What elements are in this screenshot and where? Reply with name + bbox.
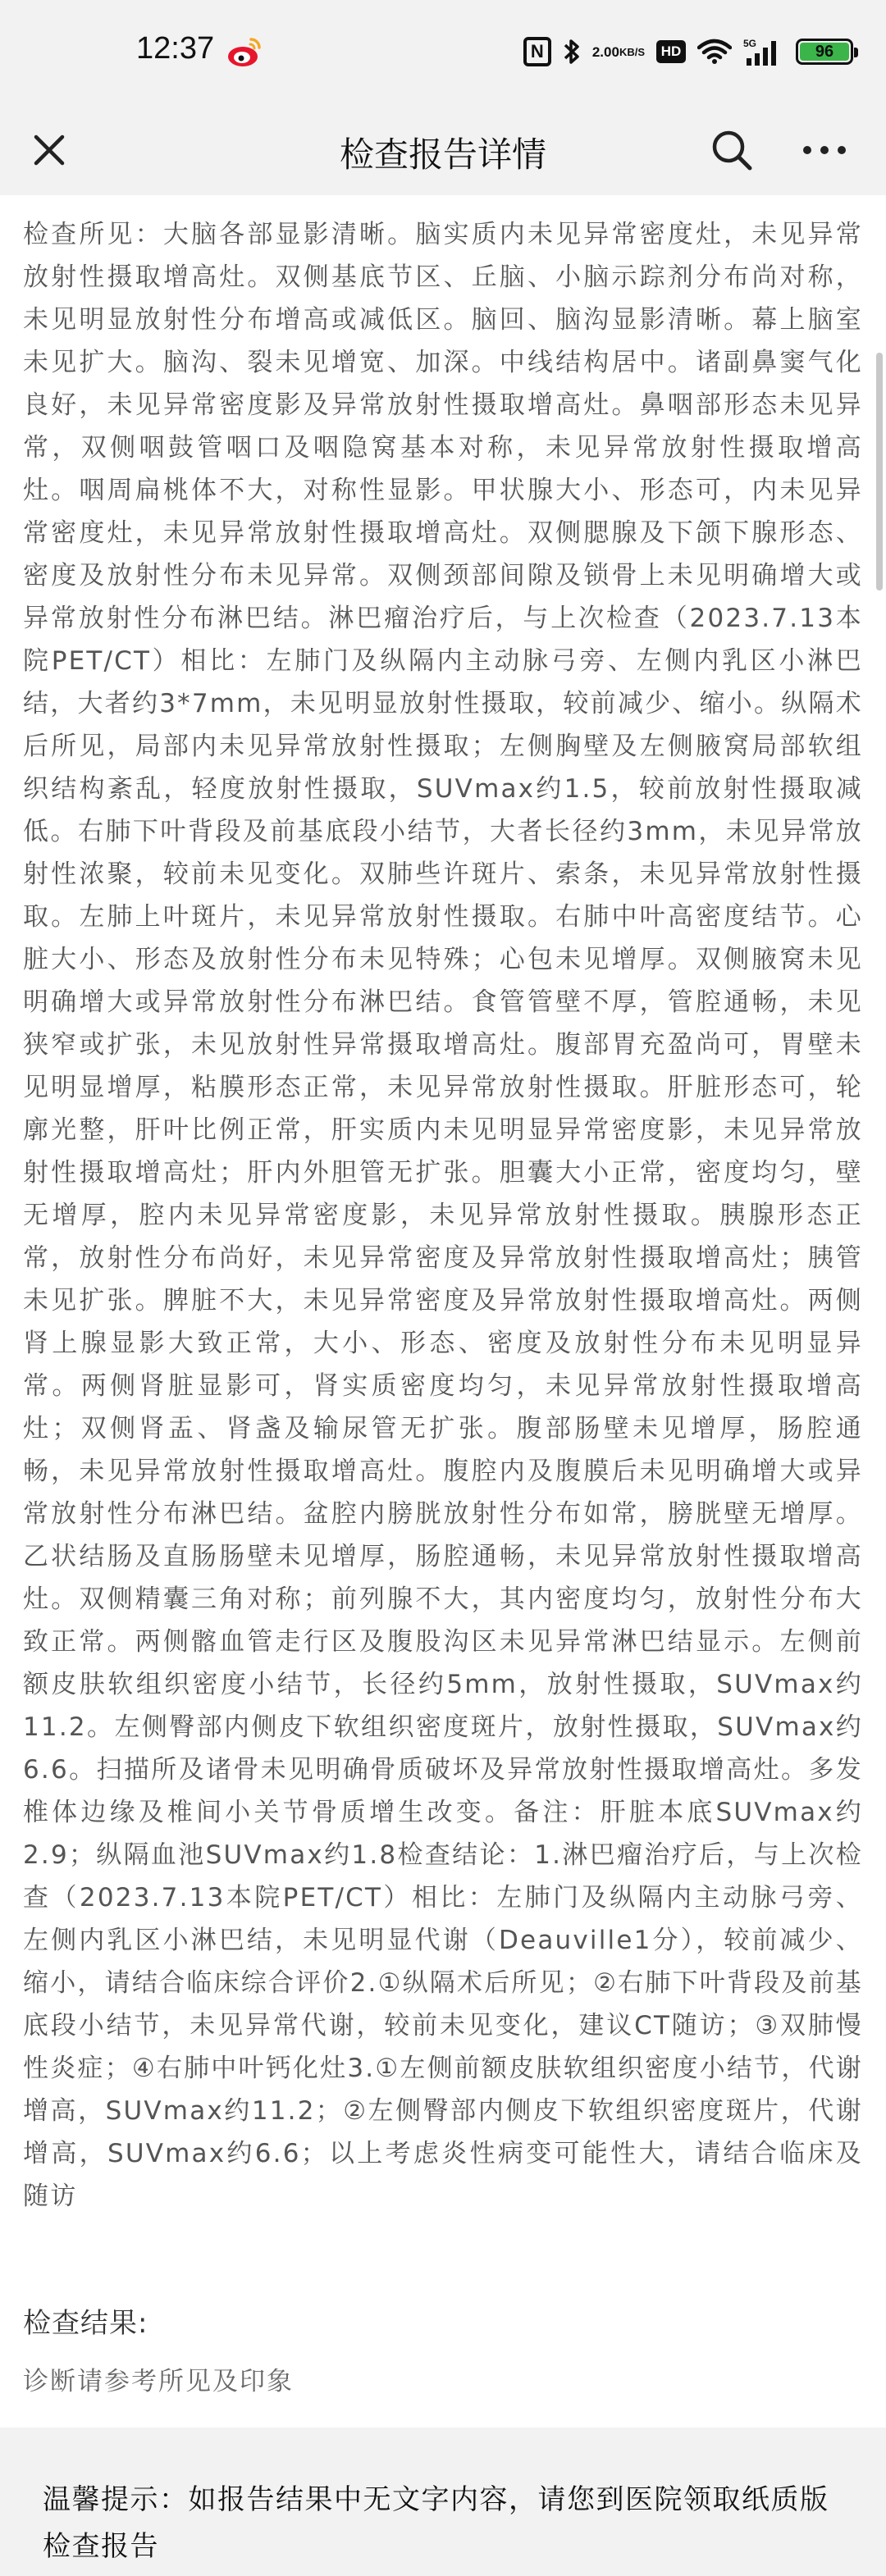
page-title: 检查报告详情: [339, 134, 546, 175]
result-heading: 检查结果:: [23, 2307, 148, 2340]
search-icon[interactable]: [707, 125, 756, 175]
bluetooth-icon: [563, 37, 581, 66]
result-text: 诊断请参考所见及印象: [23, 2367, 294, 2396]
status-time: 12:37: [136, 31, 215, 66]
net-speed-unit: KB/S: [619, 45, 645, 58]
svg-text:5G: 5G: [743, 38, 757, 49]
weibo-icon: [226, 36, 263, 69]
hd-icon: HD: [656, 40, 686, 63]
report-content[interactable]: [0, 164, 886, 2428]
net-speed: [592, 45, 645, 59]
findings-text: 检查所见：大脑各部显影清晰。脑实质内未见异常密度灶，未见异常放射性摄取增高灶。双侧基底节区、丘脑、小脑示踪剂分布尚对称，未见明显放射性分布增高或减低区。脑回、脑沟显影清晰。幕上脑室未见扩大。脑沟、裂未见增宽、加深。中线结构居中。诸副鼻窦气化良好，未见异常密度影及异常放射性摄取增高灶。鼻咽部形态未见异常，双侧咽鼓管咽口及咽隐窝基本对称，未见异常放射性摄取增高灶。咽周扁桃体不大，对称性显影。甲状腺大小、形态可，内未见异常密度灶，未见异常放射性摄取增高灶。双侧腮腺及下颌下腺形态、密度及放射性分布未见异常。双侧颈部间隙及锁骨上未见明确增大或异常放射性分布淋巴结。淋巴瘤治疗后，与上次检查（2023.7.13本院PET/CT）相比：左肺门及纵隔内主动脉弓旁、左侧内乳区小淋巴结，大者约3*7mm，未见明显放射性摄取，较前减少、缩小。纵隔术后所见，局部内未见异常放射性摄取；左侧胸壁及左侧腋窝局部软组织结构紊乱，轻度放射性摄取，SUVmax约1.5，较前放射性摄取减低。右肺下叶背段及前基底段小结节，大者长径约3mm，未见异常放射性浓聚，较前未见变化。双肺些许斑片、索条，未见异常放射性摄取。左肺上叶斑片，未见异常放射性摄取。右肺中叶高密度结节。心脏大小、形态及放射性分布未见特殊；心包未见增厚。双侧腋窝未见明确增大或异常放射性分布淋巴结。食管管壁不厚，管腔通畅，未见狭窄或扩张，未见放射性异常摄取增高灶。腹部胃充盈尚可，胃壁未见明显增厚，粘膜形态正常，未见异常放射性摄取。肝脏形态可，轮廓光整，肝叶比例正常，肝实质内未见明显异常密度影，未见异常放射性摄取增高灶；肝内外胆管无扩张。胆囊大小正常，密度均匀，壁无增厚，腔内未见异常密度影，未见异常放射性摄取。胰腺形态正常，放射性分布尚好，未见异常密度及异常放射性摄取增高灶；胰管未见扩张。脾脏不大，未见异常密度及异常放射性摄取增高灶。两侧肾上腺显影大致正常，大小、形态、密度及放射性分布未见明显异常。两侧肾脏显影可，肾实质密度均匀，未见异常放射性摄取增高灶；双侧肾盂、肾盏及输尿管无扩张。腹部肠壁未见增厚，肠腔通畅，未见异常放射性摄取增高灶。腹腔内及腹膜后未见明确增大或异常放射性分布淋巴结。盆腔内膀胱放射性分布如常，膀胱壁无增厚。乙状结肠及直肠肠壁未见增厚，肠腔通畅，未见异常放射性摄取增高灶。双侧精囊三角对称；前列腺不大，其内密度均匀，放射性分布大致正常。两侧髂血管走行区及腹股沟区未见异常淋巴结显示。左侧前额皮肤软组织密度小结节，长径约5mm，放射性摄取，SUVmax约11.2。左侧臀部内侧皮下软组织密度斑片，放射性摄取，SUVmax约6.6。扫描所及诸骨未见明确骨质破坏及异常放射性摄取增高灶。多发椎体边缘及椎间小关节骨质增生改变。备注：肝脏本底SUVmax约2.9；纵隔血池SUVmax约1.8检查结论：1.淋巴瘤治疗后，与上次检查（2023.7.13本院PET/CT）相比：左肺门及纵隔内主动脉弓旁、左侧内乳区小淋巴结，未见明显代谢（Deauville1分），较前减少、缩小，请结合临床综合评价2.①纵隔术后所见；②右肺下叶背段及前基底段小结节，未见异常代谢，较前未见变化，建议CT随访；③双肺慢性炎症；④右肺中叶钙化灶3.①左侧前额皮肤软组织密度小结节，代谢增高，SUVmax约11.2；②左侧臀部内侧皮下软组织密度斑片，代谢增高，SUVmax约6.6；以上考虑炎性病变可能性大，请结合临床及随访: [23, 220, 863, 2211]
signal-5g-icon: [743, 37, 784, 66]
status-bar: [0, 0, 886, 105]
net-speed-value: 2.00: [591, 43, 619, 60]
scrollbar[interactable]: [876, 353, 883, 590]
nav-bar: [0, 105, 886, 195]
battery-level: 96: [800, 43, 849, 61]
battery-icon: [796, 39, 853, 65]
nfc-icon: N: [523, 37, 551, 66]
tip-panel: [0, 2428, 886, 2576]
tip-text: 温馨提示：如报告结果中无文字内容，请您到医院领取纸质版检查报告: [43, 2483, 829, 2563]
more-icon[interactable]: [796, 125, 853, 175]
wifi-icon: [697, 39, 732, 65]
